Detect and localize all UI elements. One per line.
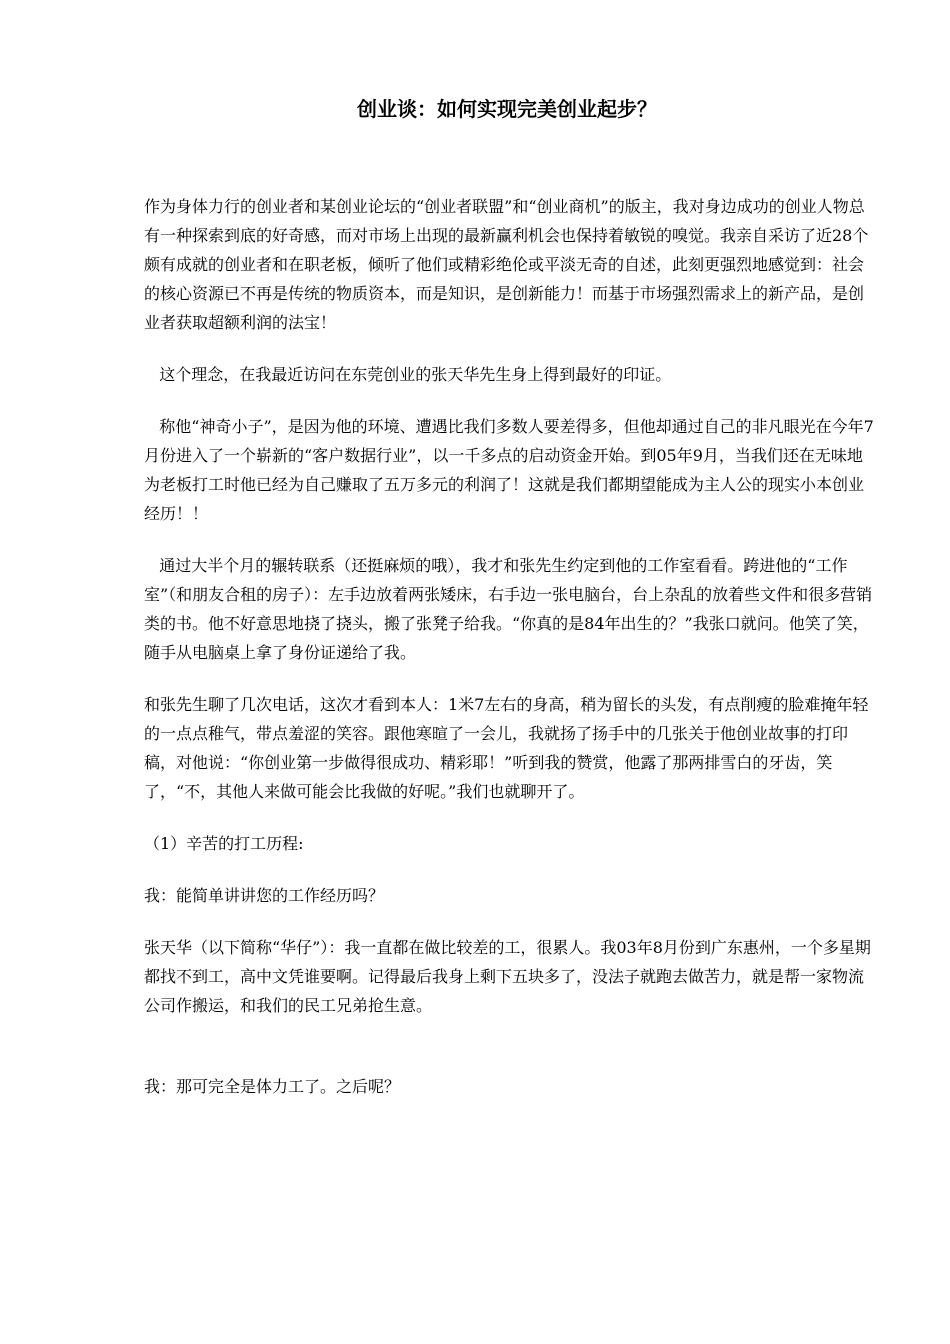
paragraph-spacer <box>144 1020 874 1072</box>
paragraph-question-1: 我：能简单讲讲您的工作经历吗？ <box>144 886 385 905</box>
paragraph-spacer <box>144 389 874 412</box>
paragraph-spacer <box>144 528 874 551</box>
section-heading-work-history: （1）辛苦的打工历程: <box>144 834 304 853</box>
paragraph-spacer <box>144 858 874 881</box>
paragraph-concept: 这个理念，在我最近访问在东莞创业的张天华先生身上得到最好的印证。 <box>144 365 672 384</box>
paragraph-spacer <box>144 667 874 690</box>
paragraph-answer-1: 张天华（以下简称“华仔”）：我一直都在做比较差的工，很累人。我03年8月份到广东惠州，一个多星期都找不到工，高中文凭谁要啊。记得最后我身上剩下五块多了，没法子就跑去做苦力，就是帮一家物流公司作搬运，和我们的民工兄弟抢生意。 <box>144 938 871 1015</box>
paragraph-first-meeting: 和张先生聊了几次电话，这次才看到本人：1米7左右的身高，稍为留长的头发，有点削瘦的脸难掩年轻的一点点稚气，带点羞涩的笑容。跟他寒暄了一会儿，我就扬了扬手中的几张关于他创业故事的打印稿，对他说：“你创业第一步做得很成功、精彩耶！”听到我的赞赏，他露了那两排雪白的牙齿，笑了，“不，其他人来做可能会比我做的好呢。”我们也就聊开了。 <box>144 695 869 801</box>
paragraph-question-2: 我：那可完全是体力工了。之后呢？ <box>144 1077 401 1096</box>
document-body <box>144 192 874 1101</box>
paragraph-magic-kid: 称他“神奇小子”，是因为他的环境、遭遇比我们多数人要差得多，但他却通过自己的非凡眼光在今年7月份进入了一个崭新的“客户数据行业”，以一千多点的启动资金开始。到05年9月，当我们还在无味地为老板打工时他已经为自己赚取了五万多元的利润了！这就是我们都期望能成为主人公的现实小本创业经历！！ <box>144 417 874 523</box>
paragraph-spacer <box>144 806 874 829</box>
paragraph-spacer <box>144 337 874 360</box>
paragraph-studio-visit: 通过大半个月的辗转联系（还挺麻烦的哦），我才和张先生约定到他的工作室看看。跨进他的“工作室”（和朋友合租的房子）：左手边放着两张矮床，右手边一张电脑台，台上杂乱的放着些文件和很多营销类的书。他不好意思地挠了挠头，搬了张凳子给我。“你真的是84年出生的？”我张口就问。他笑了笑，随手从电脑桌上拿了身份证递给了我。 <box>144 556 873 662</box>
paragraph-spacer <box>144 910 874 933</box>
paragraph-intro: 作为身体力行的创业者和某创业论坛的“创业者联盟”和“创业商机”的版主，我对身边成功的创业人物总有一种探索到底的好奇感，而对市场上出现的最新赢利机会也保持着敏锐的嗅觉。我亲自采访了近28个颇有成就的创业者和在职老板，倾听了他们或精彩绝伦或平淡无奇的自述，此刻更强烈地感觉到：社会的核心资源已不再是传统的物质资本，而是知识，是创新能力！而基于市场强烈需求上的新产品，是创业者获取超额利润的法宝！ <box>144 197 869 332</box>
document-title: 创业谈：如何实现完美创业起步？ <box>357 97 657 121</box>
